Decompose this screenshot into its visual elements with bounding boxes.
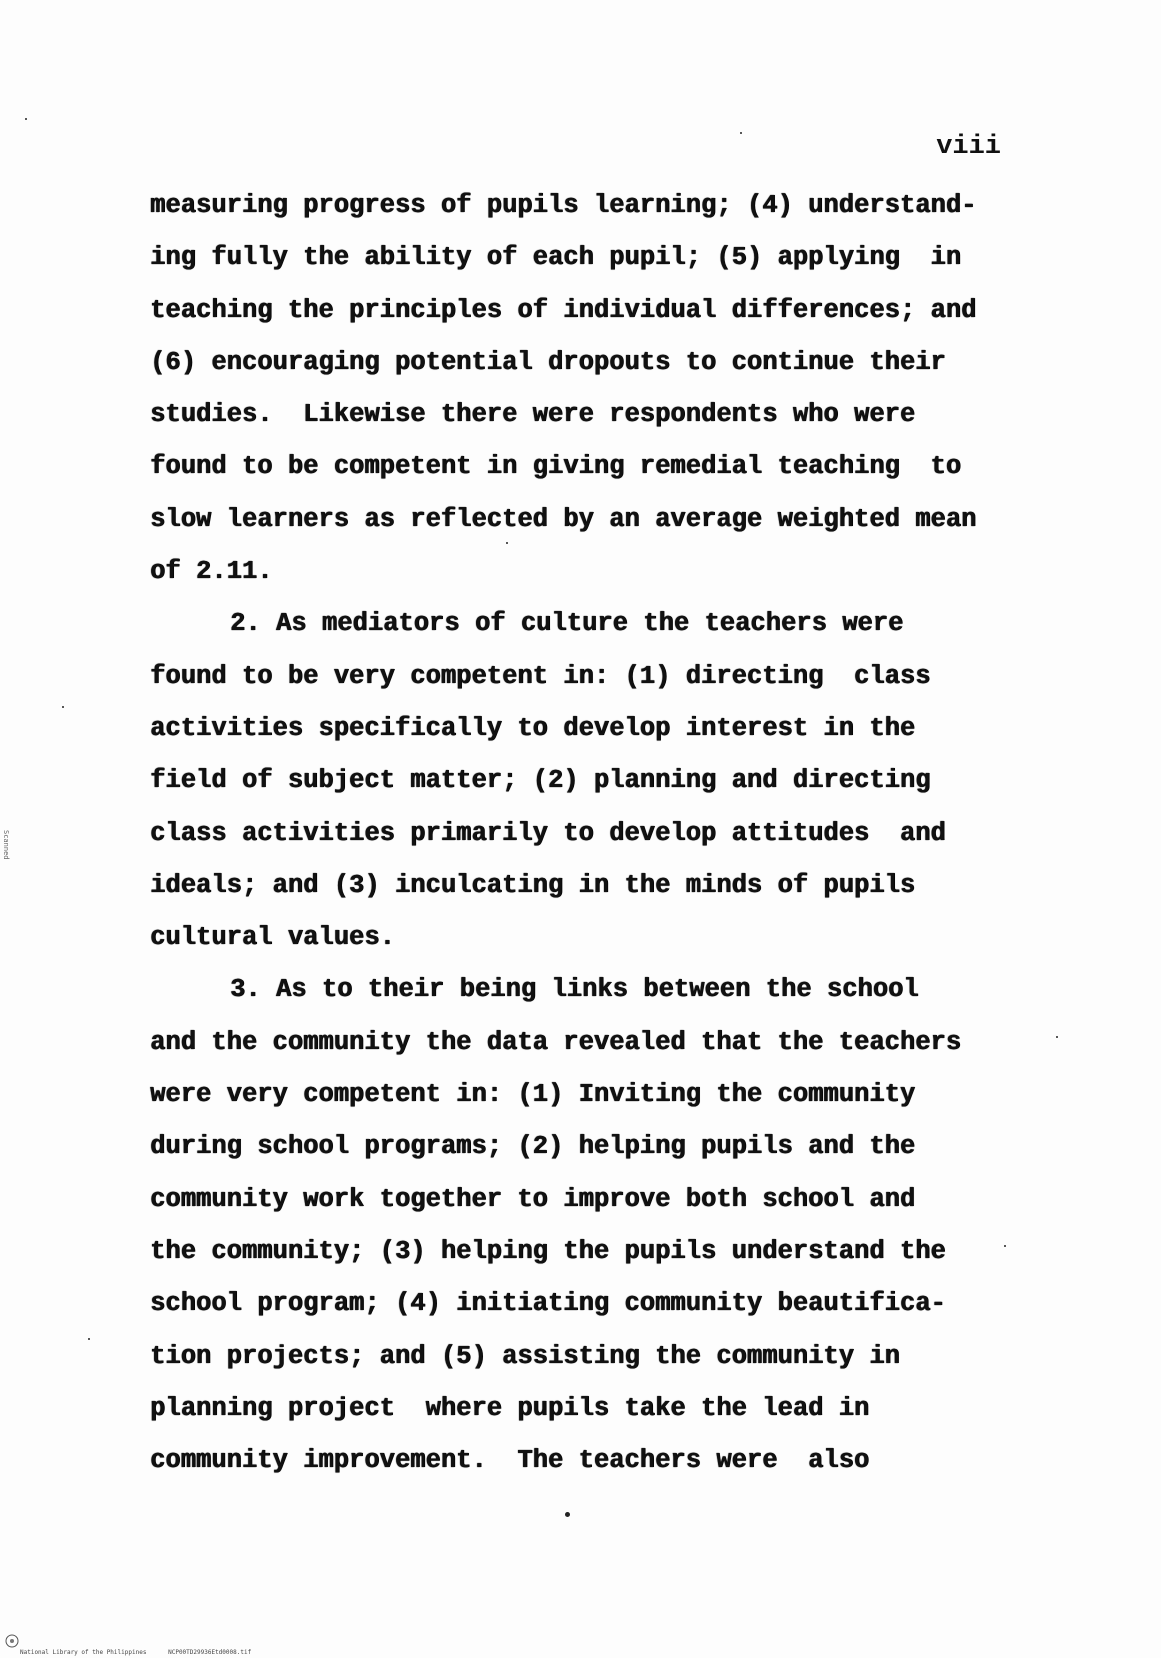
text-line: ing fully the ability of each pupil; (5) applying in [150, 243, 962, 273]
text-line: found to be competent in giving remedial teaching to [150, 452, 962, 482]
text-line: ideals; and (3) inculcating in the minds of pupils [150, 870, 916, 900]
paragraph-3-start: 3. As to their being links between the school [230, 975, 919, 1005]
scan-speck [25, 118, 27, 120]
text-line: field of subject matter; (2) planning and directing [150, 766, 931, 796]
text-line: slow learners as reflected by an average weighted mean [150, 504, 977, 534]
scan-speck [740, 132, 742, 134]
text-line: were very competent in: (1) Inviting the community [150, 1080, 916, 1110]
text-line: studies. Likewise there were respondents who were [150, 400, 916, 430]
text-line: and the community the data revealed that the teachers [150, 1027, 962, 1057]
text-line: teaching the principles of individual differences; and [150, 295, 977, 325]
text-line: activities specifically to develop interest in the [150, 713, 916, 743]
text-line: cultural values. [150, 923, 395, 953]
margin-mark: Scanned [2, 830, 10, 860]
scan-speck [88, 1338, 90, 1340]
text-line: measuring progress of pupils learning; (4) understand- [150, 191, 977, 220]
text-line: during school programs; (2) helping pupils and the [150, 1132, 916, 1162]
text-line: class activities primarily to develop attitudes and [150, 818, 946, 848]
scan-speck [62, 706, 64, 708]
text-line: tion projects; and (5) assisting the community in [150, 1341, 900, 1371]
scan-speck [1004, 1245, 1006, 1247]
text-line: community work together to improve both school and [150, 1184, 916, 1214]
text-line: (6) encouraging potential dropouts to continue their [150, 347, 946, 377]
scan-speck [1056, 1036, 1058, 1038]
scan-speck [506, 542, 508, 544]
text-line: found to be very competent in: (1) directing class [150, 661, 931, 691]
body-text [150, 180, 1010, 1487]
footer-caption: National Library of the Philippines NCP00TD29936Etd0008.tif [20, 1649, 252, 1656]
text-line: community improvement. The teachers were also [150, 1446, 870, 1476]
paragraph-2-start: 2. As mediators of culture the teachers were [230, 609, 904, 639]
text-line: planning project where pupils take the lead in [150, 1393, 870, 1423]
page-number: viii [936, 132, 1001, 162]
text-line: the community; (3) helping the pupils understand the [150, 1236, 946, 1266]
library-seal-icon [4, 1632, 20, 1650]
text-line: school program; (4) initiating community beautifica- [150, 1289, 946, 1319]
scan-speck [565, 1512, 570, 1517]
text-line: of 2.11. [150, 557, 273, 587]
